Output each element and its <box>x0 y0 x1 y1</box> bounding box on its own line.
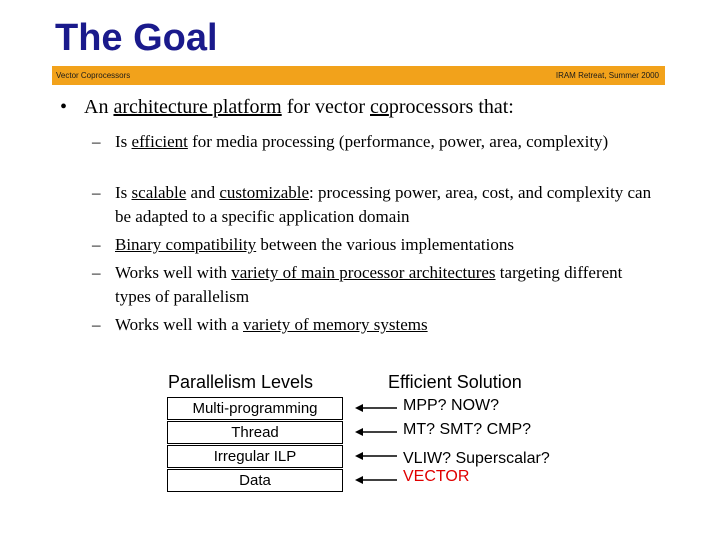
efficient-solution-header: Efficient Solution <box>388 372 522 392</box>
solution-text-vector: VECTOR <box>403 468 470 485</box>
left-arrow-icon <box>355 403 397 413</box>
text-segment: and <box>186 183 220 202</box>
sub-bullet-text <box>115 313 655 337</box>
level-cell: Irregular ILP <box>167 445 343 468</box>
underlined-term: Binary compatibility <box>115 235 257 254</box>
parallelism-levels-header: Parallelism Levels <box>168 372 314 392</box>
level-cell: Multi-programming <box>167 397 343 420</box>
sub-bullet-text <box>115 261 655 309</box>
text-segment: Is <box>115 183 132 202</box>
solution-text: VLIW? Superscalar? <box>403 450 550 467</box>
dash-marker: – <box>92 132 101 151</box>
underlined-term: variety of memory systems <box>243 315 428 334</box>
text-segment: processors that: <box>388 96 514 118</box>
text-segment: : processing power, area, cost, and complexity can be adapted to a specific application domain <box>115 183 652 226</box>
text-segment: for vector <box>281 96 370 118</box>
underlined-term: scalable <box>131 183 187 202</box>
text-segment: Works well with a <box>115 315 243 334</box>
main-bullet-text <box>84 95 514 119</box>
text-segment: An <box>84 96 114 118</box>
sub-bullet-text <box>115 130 655 154</box>
dash-marker: – <box>92 183 101 202</box>
text-segment: Is <box>115 132 132 151</box>
dash-marker: – <box>92 235 101 254</box>
underlined-term: architecture platform <box>113 96 282 118</box>
text-segment: between the various implementations <box>256 235 514 254</box>
dash-marker: – <box>92 315 101 334</box>
solution-text: MT? SMT? CMP? <box>403 421 532 438</box>
sub-bullet-text <box>115 233 655 257</box>
left-arrow-icon <box>355 451 397 461</box>
bullet-marker: • <box>60 96 68 118</box>
dash-marker: – <box>92 263 101 282</box>
text-segment: for media processing (performance, power, area, complexity) <box>187 132 609 151</box>
level-cell: Thread <box>167 421 343 444</box>
text-segment: targeting different types of parallelism <box>115 263 623 306</box>
solution-text: MPP? NOW? <box>403 397 500 414</box>
left-arrow-icon <box>355 427 397 437</box>
underlined-term: co <box>370 96 389 118</box>
header-bar <box>52 66 665 85</box>
underlined-term: customizable <box>219 183 310 202</box>
left-arrow-icon <box>355 475 397 485</box>
underlined-term: efficient <box>131 132 188 151</box>
level-cell: Data <box>167 469 343 492</box>
header-left-text: Vector Coprocessors <box>56 71 131 80</box>
underlined-term: variety of main processor architectures <box>231 263 496 282</box>
slide-title: The Goal <box>55 17 218 59</box>
header-right-text: IRAM Retreat, Summer 2000 <box>555 71 659 80</box>
text-segment: Works well with <box>115 263 232 282</box>
sub-bullet-text <box>115 181 655 229</box>
